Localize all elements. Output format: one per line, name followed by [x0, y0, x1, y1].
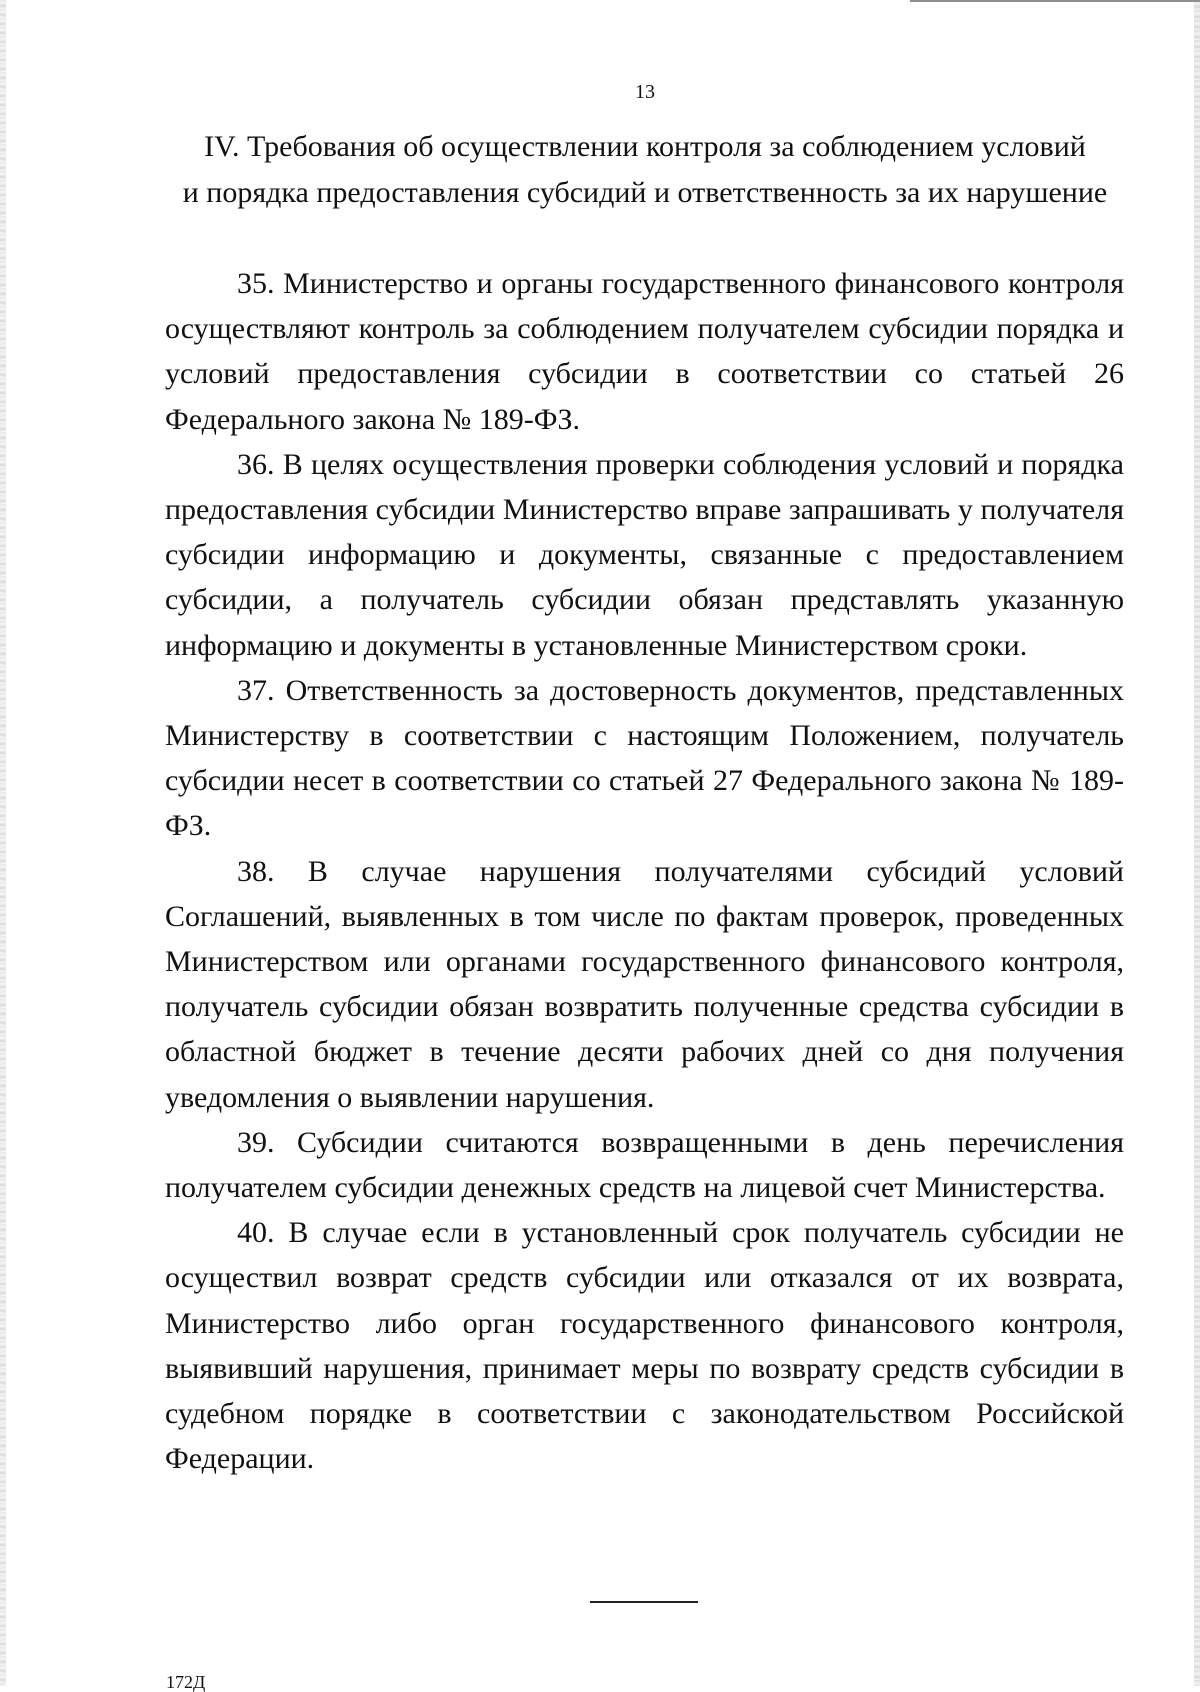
section-heading-line-2: и порядка предоставления субсидий и ответственность за их нарушение [182, 176, 1108, 209]
end-separator-line [590, 1601, 698, 1603]
section-heading [160, 124, 1130, 216]
paragraph-40: 40. В случае если в установленный срок получатель субсидии не осуществил возврат средств субсидии или отказался от их возврата, Министерство либо орган государственного финансового контроля, выявивший нарушения, принимает меры по возврату средств субсидии в судебном порядке в соответствии с законодательством Российской Федерации. [165, 1216, 1124, 1476]
scan-edge-right [1194, 0, 1200, 1686]
paragraph-39: 39. Субсидии считаются возвращенными в день перечисления получателем субсидии денежных средств на лицевой счет Министерства. [165, 1125, 1124, 1205]
scan-edge-left [0, 0, 6, 1686]
paragraph-37: 37. Ответственность за достоверность документов, представленных Министерству в соответствии с настоящим Положением, получатель субсидии несет в соответствии со статьей 27 Федерального закона № 189-ФЗ. [165, 673, 1124, 843]
document-body [165, 261, 1124, 1481]
page-number: 13 [635, 81, 655, 103]
paragraph-36: 36. В целях осуществления проверки соблюдения условий и порядка предоставления субсидии Министерство вправе запрашивать у получателя субсидии информацию и документы, связанные с предоставлением субсидии, а получатель субсидии обязан представлять указанную информацию и документы в установленные Министерством сроки. [165, 447, 1124, 662]
paragraph-35: 35. Министерство и органы государственного финансового контроля осуществляют контроль за соблюдением получателем субсидии порядка и условий предоставления субсидии в соответствии со статьей 26 Федерального закона № 189-ФЗ. [165, 267, 1124, 436]
paragraph-38: 38. В случае нарушения получателями субсидий условий Соглашений, выявленных в том числе по фактам проверок, проведенных Министерством или органами государственного финансового контроля, получатель субсидии обязан возвратить полученные средства субсидии в областной бюджет в течение десяти рабочих дней со дня получения уведомления о выявлении нарушения. [165, 854, 1124, 1114]
section-heading-line-1: IV. Требования об осуществлении контроля за соблюдением условий [204, 130, 1086, 163]
scan-edge-top [910, 0, 1200, 2]
document-code: 172Д [166, 1672, 206, 1692]
